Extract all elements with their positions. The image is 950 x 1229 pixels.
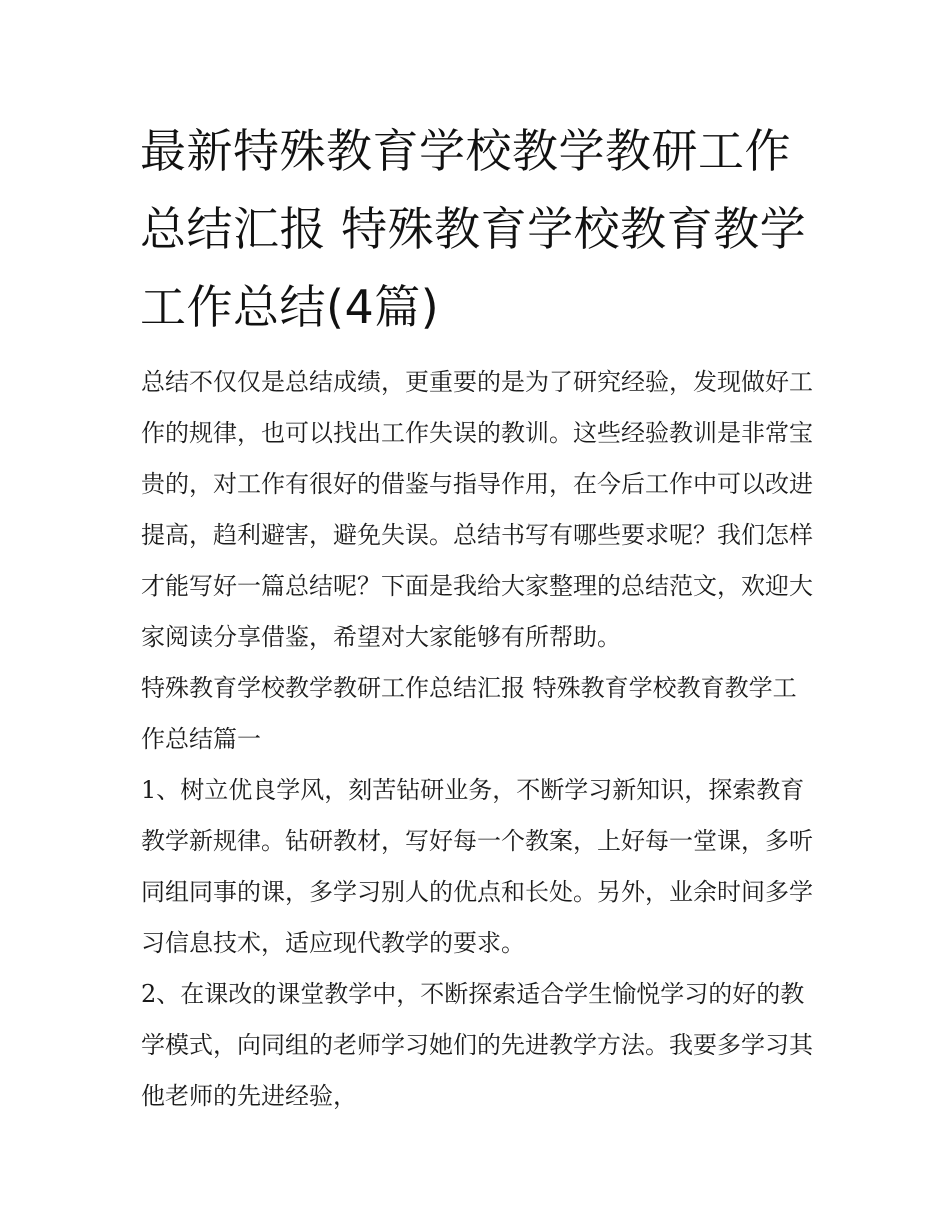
- document-title: 最新特殊教育学校教学教研工作总结汇报 特殊教育学校教育教学工作总结(4篇): [140, 124, 807, 334]
- section-heading: 特殊教育学校教学教研工作总结汇报 特殊教育学校教育教学工作总结篇一: [141, 674, 797, 753]
- intro-paragraph: 总结不仅仅是总结成绩，更重要的是为了研究经验，发现做好工作的规律，也可以找出工作失误的教训。这些经验教训是非常宝贵的，对工作有很好的借鉴与指导作用，在今后工作中可以改进提高，趋利避害，避免失误。总结书写有哪些要求呢？我们怎样才能写好一篇总结呢？下面是我给大家整理的总结范文，欢迎大家阅读分享借鉴，希望对大家能够有所帮助。: [141, 368, 813, 651]
- list-item-1: 1、树立优良学风，刻苦钻研业务，不断学习新知识，探索教育教学新规律。钻研教材，写好每一个教案，上好每一堂课，多听同组同事的课，多学习别人的优点和长处。另外，业余时间多学习信息技术，适应现代教学的要求。: [141, 776, 813, 957]
- document-body: [141, 357, 813, 1122]
- list-item-2: 2、在课改的课堂教学中，不断探索适合学生愉悦学习的好的教学模式，向同组的老师学习她们的先进教学方法。我要多学习其他老师的先进经验，: [141, 980, 813, 1110]
